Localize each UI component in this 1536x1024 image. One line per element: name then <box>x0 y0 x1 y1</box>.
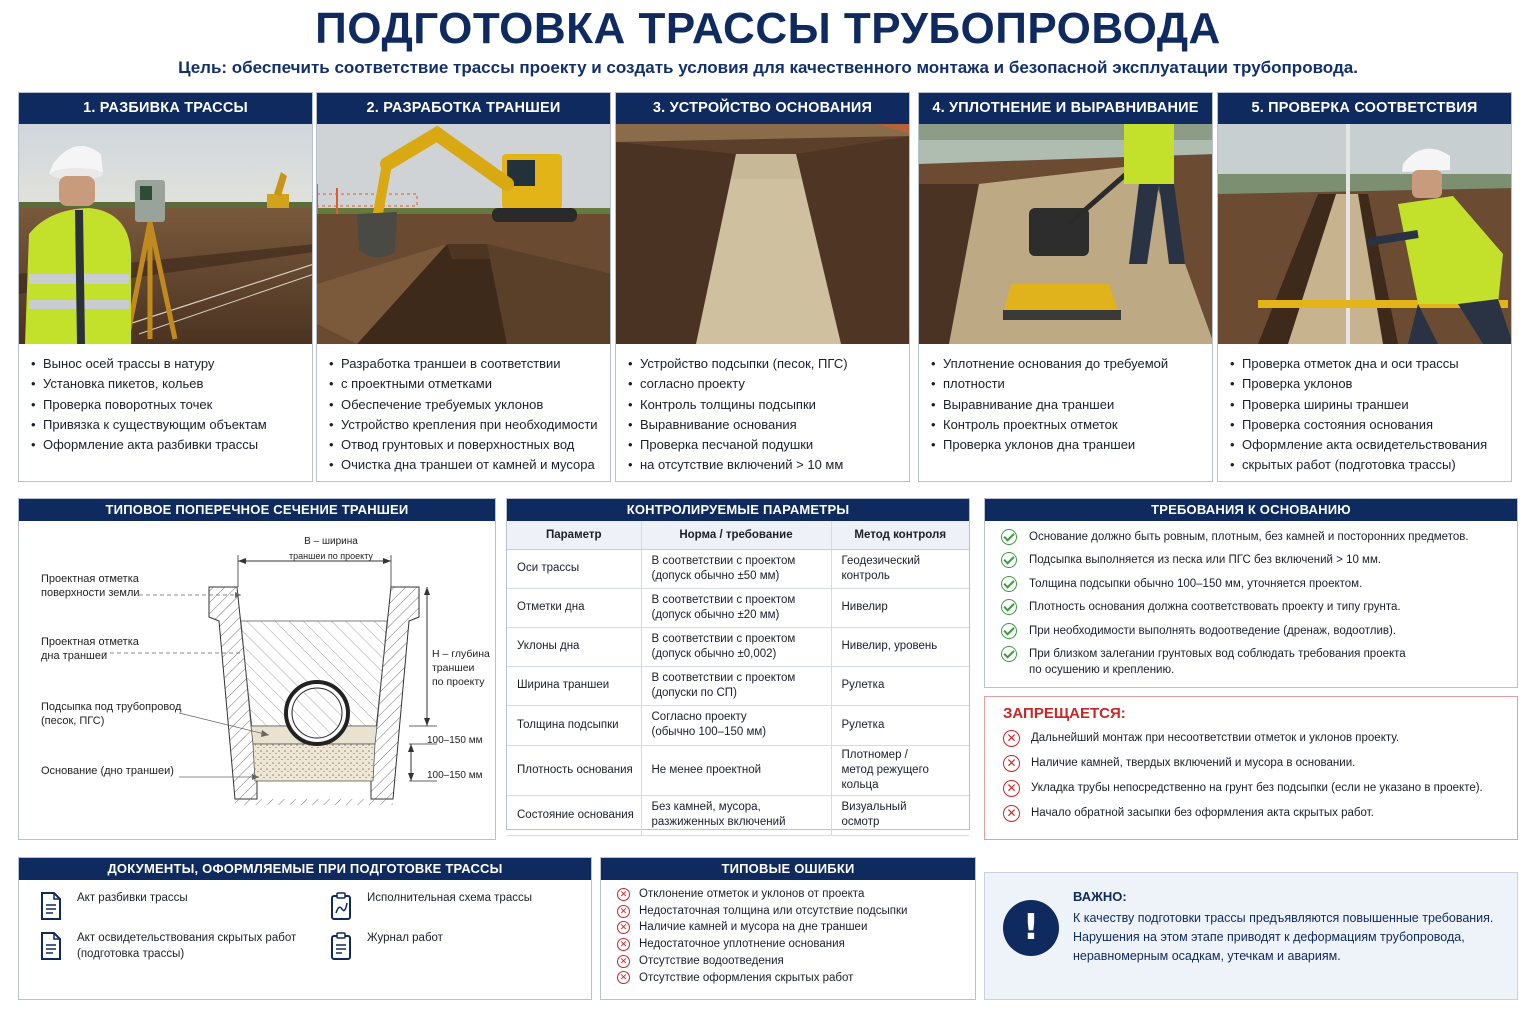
table-cell <box>831 588 969 627</box>
document-item <box>39 930 329 962</box>
item-line: Плотность основания должна соответствовать проекту и типу грунта. <box>1029 601 1401 614</box>
cell-text: В соответствии с проектом <box>651 632 796 645</box>
item-text: Отклонение отметок и уклонов от проекта <box>639 888 865 900</box>
list-item: • Оформление акта освидетельствования <box>1230 435 1501 455</box>
cell-text: Нивелир, уровень <box>841 640 938 652</box>
table-cell <box>507 705 641 745</box>
excavator-photo <box>317 124 610 344</box>
cross-icon: ✕ <box>617 971 630 984</box>
list-item: • Обеспечение требуемых уклонов <box>329 395 600 415</box>
errors-panel <box>600 857 976 1000</box>
document-icon <box>39 892 63 920</box>
check-icon <box>1001 529 1017 545</box>
list-item: • Проверка песчаной подушки <box>628 435 899 455</box>
list-item <box>1001 646 1505 678</box>
table-cell <box>641 795 831 835</box>
step-list <box>317 344 610 476</box>
label-line: (песок, ПГС) <box>41 715 105 727</box>
cross-icon: ✕ <box>1003 755 1020 772</box>
label-line: Проектная отметка <box>41 636 139 648</box>
important-title: ВАЖНО: <box>1073 889 1127 904</box>
table-row <box>507 666 969 705</box>
table-row <box>507 588 969 627</box>
step-list <box>1218 344 1511 476</box>
inspection-photo <box>1218 124 1511 344</box>
item-text <box>1029 623 1396 639</box>
cell-text: В соответствии с проектом <box>651 554 796 567</box>
check-icon <box>1001 576 1017 592</box>
table-row <box>507 549 969 588</box>
item-text: Недостаточное уплотнение основания <box>639 938 845 951</box>
important-line: неравномерным осадкам, утечкам и авариям. <box>1073 949 1341 963</box>
cell-text: Без камней, мусора, <box>651 801 761 813</box>
document-item <box>329 930 589 962</box>
list-item: • плотности <box>931 374 1202 394</box>
list-item: • Отвод грунтовых и поверхностных вод <box>329 435 600 455</box>
check-icon <box>1001 646 1017 662</box>
list-item: • Разработка траншеи в соответствии <box>329 354 600 374</box>
cross-icon: ✕ <box>1003 805 1020 822</box>
item-text: Наличие камней, твердых включений и мусора в основании. <box>1031 757 1356 769</box>
page-title: ПОДГОТОВКА ТРАССЫ ТРУБОПРОВОДА <box>315 4 1221 53</box>
cell-text: Плотность основания <box>517 763 633 776</box>
item-text: Начало обратной засыпки без оформления акта скрытых работ. <box>1031 807 1374 819</box>
panel-title: ТИПОВЫЕ ОШИБКИ <box>601 858 975 880</box>
cell-text: Оси трассы <box>517 562 580 574</box>
item-text: Наличие камней и мусора на дне траншеи <box>639 921 868 934</box>
cell-text: Толщина подсыпки <box>517 718 619 731</box>
list-item: • Проверка состояния основания <box>1230 415 1501 435</box>
document-label: Исполнительная схема трассы <box>367 892 532 904</box>
cell-text: осмотр <box>841 816 880 828</box>
cross-icon: ✕ <box>1003 780 1020 797</box>
list-item <box>1003 780 1505 797</box>
cell-text: Рулетка <box>841 679 885 691</box>
list-item <box>1003 730 1505 747</box>
item-text: Отсутствие оформления скрытых работ <box>639 971 854 984</box>
step-list <box>19 344 312 455</box>
list-item <box>1001 576 1505 592</box>
compactor-photo <box>919 124 1212 344</box>
item-text <box>1029 576 1362 592</box>
label-base: Основание (дно траншеи) <box>41 765 174 777</box>
table-row <box>507 705 969 745</box>
table-cell <box>641 705 831 745</box>
table-row <box>507 795 969 835</box>
table-cell <box>507 588 641 627</box>
label-line: дна траншеи <box>41 650 108 662</box>
item-text <box>1029 529 1469 545</box>
documents-grid <box>19 880 591 962</box>
cross-icon: ✕ <box>617 888 630 901</box>
list-item: • Контроль толщины подсыпки <box>628 395 899 415</box>
cell-text: (обычно 100–150 мм) <box>651 726 767 738</box>
surveyor-photo <box>19 124 312 344</box>
label-line: по проекту <box>432 676 485 688</box>
cross-icon: ✕ <box>617 921 630 934</box>
list-item <box>1001 552 1505 568</box>
item-text: Отсутствие водоотведения <box>639 954 784 967</box>
cell-text: Не менее проектной <box>651 763 762 776</box>
trench-section-diagram <box>19 521 497 839</box>
item-text: Недостаточная толщина или отсутствие подсыпки <box>639 904 908 917</box>
label-line: Н – глубина <box>432 648 490 660</box>
list-item <box>617 953 965 970</box>
panel-title: КОНТРОЛИРУЕМЫЕ ПАРАМЕТРЫ <box>507 499 969 521</box>
list-item: • Проверка ширины траншеи <box>1230 395 1501 415</box>
list-item: • Оформление акта разбивки трассы <box>31 435 302 455</box>
exclamation-icon: ! <box>1003 900 1059 956</box>
table-cell <box>641 627 831 666</box>
important-line: К качеству подготовки трассы предъявляются повышенные требования. <box>1073 911 1494 925</box>
item-line: Толщина подсыпки обычно 100–150 мм, уточняется проектом. <box>1029 577 1363 590</box>
label-bottom <box>41 635 139 663</box>
check-icon <box>1001 623 1017 639</box>
list-item: • Выравнивание основания <box>628 415 899 435</box>
step-card-5 <box>1217 92 1512 482</box>
item-line: Подсыпка выполняется из песка или ПГС без включений > 10 мм. <box>1029 554 1382 567</box>
list-item: • Проверка уклонов дна траншеи <box>931 435 1202 455</box>
forbidden-panel <box>984 696 1518 840</box>
panel-title: ДОКУМЕНТЫ, ОФОРМЛЯЕМЫЕ ПРИ ПОДГОТОВКЕ ТРАССЫ <box>19 858 591 880</box>
step-list <box>919 344 1212 455</box>
list-item <box>617 919 965 936</box>
list-item <box>617 886 965 903</box>
step-list <box>616 344 909 476</box>
list-item: • Контроль проектных отметок <box>931 415 1202 435</box>
table-cell <box>831 795 969 835</box>
step-card-3 <box>615 92 910 482</box>
cell-text: Геодезический <box>841 554 921 567</box>
cell-text: (допуски по СП) <box>651 686 737 699</box>
cross-icon: ✕ <box>617 955 630 968</box>
item-line: При необходимости выполнять водоотведение (дренаж, водоотлив). <box>1029 624 1397 637</box>
table-cell <box>831 666 969 705</box>
table-cell <box>641 549 831 588</box>
list-item <box>1003 805 1505 822</box>
list-item <box>1001 529 1505 545</box>
step-card-4 <box>918 92 1213 482</box>
document-item <box>39 890 329 920</box>
list-item <box>617 903 965 920</box>
table-cell <box>831 549 969 588</box>
important-text <box>1073 909 1513 966</box>
cell-text: Плотномер / <box>841 748 908 761</box>
step-title: 1. РАЗБИВКА ТРАССЫ <box>19 93 312 124</box>
document-label: Акт разбивки трассы <box>77 892 188 904</box>
clipboard-map-icon <box>329 892 353 920</box>
errors-list <box>601 880 975 986</box>
list-item: • Проверка поворотных точек <box>31 395 302 415</box>
cross-icon: ✕ <box>617 938 630 951</box>
list-item: • Вынос осей трассы в натуру <box>31 354 302 374</box>
list-item: • Проверка уклонов <box>1230 374 1501 394</box>
list-item: • согласно проекту <box>628 374 899 394</box>
trench-bedding-photo <box>616 124 909 344</box>
item-text: Укладка трубы непосредственно на грунт без подсыпки (если не указано в проекте). <box>1031 782 1483 794</box>
item-line: При близком залегании грунтовых вод соблюдать требования проекта <box>1029 647 1406 660</box>
cell-text: Визуальный <box>841 801 907 813</box>
cell-text: Отметки дна <box>517 601 585 613</box>
important-box <box>984 872 1518 1000</box>
cell-text: (допуск обычно ±50 мм) <box>651 569 780 582</box>
item-text <box>1029 552 1381 568</box>
list-item <box>617 936 965 953</box>
label-bedding <box>41 700 181 728</box>
journal-icon <box>329 932 353 960</box>
forbidden-title: ЗАПРЕЩАЕТСЯ: <box>1003 705 1126 722</box>
label-line: поверхности земли <box>41 587 140 599</box>
table-cell <box>507 549 641 588</box>
list-item: • Выравнивание дна траншеи <box>931 395 1202 415</box>
list-item: • с проектными отметками <box>329 374 600 394</box>
item-text <box>1029 646 1406 678</box>
table-row <box>507 745 969 795</box>
table-cell <box>641 588 831 627</box>
width-label-line: В – ширина <box>304 536 358 547</box>
list-item: • Очистка дна траншеи от камней и мусора <box>329 455 600 475</box>
document-label: Акт освидетельствования скрытых работ <box>77 932 297 944</box>
step-card-2 <box>316 92 611 482</box>
table-cell <box>641 745 831 795</box>
column-header: Параметр <box>507 521 641 549</box>
table-cell <box>831 705 969 745</box>
table-cell <box>507 745 641 795</box>
list-item <box>617 970 965 987</box>
table-cell <box>507 666 641 705</box>
cross-icon: ✕ <box>1003 730 1020 747</box>
column-header: Метод контроля <box>831 521 969 549</box>
document-label: (подготовка трассы) <box>77 948 185 960</box>
check-icon <box>1001 552 1017 568</box>
dim-base: 100–150 мм <box>427 770 483 781</box>
cross-section-panel <box>18 498 496 840</box>
list-item: • Устройство подсыпки (песок, ПГС) <box>628 354 899 374</box>
table-cell <box>641 666 831 705</box>
table-row <box>507 627 969 666</box>
label-line: траншеи <box>432 662 475 674</box>
cell-text: В соответствии с проектом <box>651 671 796 684</box>
width-label <box>281 535 381 564</box>
cell-text: Состояние основания <box>517 808 634 821</box>
list-item: • скрытых работ (подготовка трассы) <box>1230 455 1501 475</box>
check-icon <box>1001 599 1017 615</box>
requirements-list <box>985 521 1517 678</box>
cell-text: метод режущего кольца <box>841 763 929 791</box>
label-line: Проектная отметка <box>41 573 139 585</box>
depth-label <box>432 647 490 689</box>
list-item: • на отсутствие включений > 10 мм <box>628 455 899 475</box>
item-line: Основание должно быть ровным, плотным, без камней и посторонних предметов. <box>1029 531 1469 543</box>
documents-panel <box>18 857 592 1000</box>
step-title: 2. РАЗРАБОТКА ТРАНШЕИ <box>317 93 610 124</box>
list-item <box>1003 755 1505 772</box>
column-header: Норма / требование <box>641 521 831 549</box>
panel-title: ТРЕБОВАНИЯ К ОСНОВАНИЮ <box>985 499 1517 521</box>
list-item: • Привязка к существующим объектам <box>31 415 302 435</box>
cell-text: Уклоны дна <box>517 640 580 652</box>
list-item <box>1001 599 1505 615</box>
cell-text: (допуск обычно ±0,002) <box>651 647 777 660</box>
cell-text: Согласно проекту <box>651 711 747 723</box>
page-goal: Цель: обеспечить соответствие трассы проекту и создать условия для качественного монтажа и безопасной эксплуатации трубопровода. <box>178 58 1358 77</box>
cell-text: контроль <box>841 569 890 582</box>
step-title: 5. ПРОВЕРКА СООТВЕТСТВИЯ <box>1218 93 1511 124</box>
cell-text: Рулетка <box>841 718 885 731</box>
table-cell <box>831 745 969 795</box>
document-item <box>329 890 589 920</box>
step-title: 4. УПЛОТНЕНИЕ И ВЫРАВНИВАНИЕ <box>919 93 1212 124</box>
table-cell <box>507 627 641 666</box>
table-cell <box>507 795 641 835</box>
list-item: • Устройство крепления при необходимости <box>329 415 600 435</box>
step-title: 3. УСТРОЙСТВО ОСНОВАНИЯ <box>616 93 909 124</box>
label-line: Подсыпка под трубопровод <box>41 701 182 713</box>
document-icon <box>39 932 63 960</box>
item-text: Дальнейший монтаж при несоответствии отметок и уклонов проекту. <box>1031 732 1400 744</box>
params-panel <box>506 498 970 830</box>
cell-text: разжиженных включений <box>651 816 786 828</box>
step-card-1 <box>18 92 313 482</box>
cell-text: Ширина траншеи <box>517 679 610 691</box>
forbidden-list <box>985 722 1517 822</box>
cell-text: В соответствии с проектом <box>651 593 796 606</box>
panel-title: ТИПОВОЕ ПОПЕРЕЧНОЕ СЕЧЕНИЕ ТРАНШЕИ <box>19 499 495 521</box>
list-item: • Проверка отметок дна и оси трассы <box>1230 354 1501 374</box>
document-label: Журнал работ <box>367 932 443 944</box>
item-line: по осушению и креплению. <box>1029 663 1175 676</box>
cell-text: Нивелир <box>841 601 888 613</box>
requirements-panel <box>984 498 1518 688</box>
cross-icon: ✕ <box>617 905 630 918</box>
list-item: • Уплотнение основания до требуемой <box>931 354 1202 374</box>
label-surface <box>41 572 140 600</box>
table-cell <box>831 627 969 666</box>
item-text <box>1029 599 1401 615</box>
list-item <box>1001 623 1505 639</box>
list-item: • Установка пикетов, кольев <box>31 374 302 394</box>
params-table <box>507 521 969 836</box>
cell-text: (допуск обычно ±20 мм) <box>651 608 780 621</box>
width-label-line: траншеи по проекту <box>289 551 373 561</box>
dim-bedding: 100–150 мм <box>427 735 483 746</box>
important-line: Нарушения на этом этапе приводят к деформациям трубопровода, <box>1073 930 1465 944</box>
